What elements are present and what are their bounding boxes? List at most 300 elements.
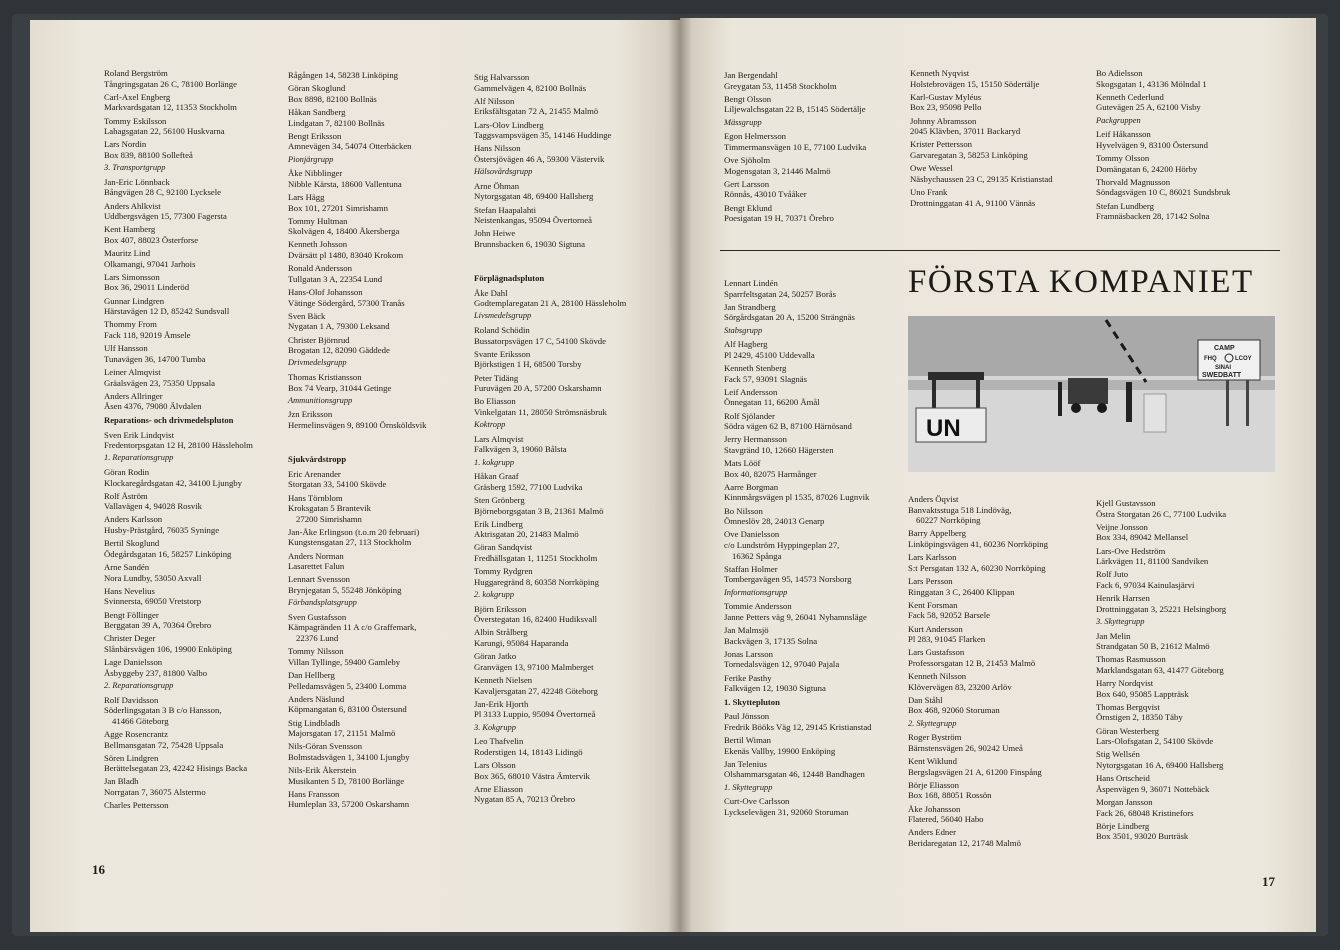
person-name: Krister Pettersson <box>910 139 973 150</box>
address-line: Box 365, 68010 Västra Ämtervik <box>474 770 590 781</box>
address-entry <box>104 491 280 512</box>
person-name: Ove Danielsson <box>724 529 780 540</box>
address-line: Gutevägen 25 A, 62100 Visby <box>1096 102 1201 113</box>
address-line: Ringgatan 3 C, 26400 Klippan <box>908 586 1015 597</box>
address-line: Norrgatan 7, 36075 Alstermo <box>104 787 206 798</box>
person-name: Thorvald Magnusson <box>1096 176 1171 187</box>
person-name: Hans-Olof Johansson <box>288 287 363 298</box>
person-name: Jzn Eriksson <box>288 409 333 420</box>
person-name: Jonas Larsson <box>724 648 773 659</box>
address-entry <box>474 181 662 202</box>
address-line: Vätinge Södergård, 57300 Tranås <box>288 297 405 308</box>
address-entry <box>724 711 906 732</box>
address-entry <box>288 574 468 595</box>
address-line-2: 22376 Lund <box>296 633 339 643</box>
person-name: Agge Rosencrantz <box>104 728 168 739</box>
person-name: Dan Ståhl <box>908 694 943 705</box>
address-entry <box>474 675 662 696</box>
sign-swedbatt: SWEDBATT <box>1202 372 1242 379</box>
person-name: Anders Näslund <box>288 693 345 704</box>
person-name: Jan Malmsjö <box>724 624 769 635</box>
address-line: Godtemplaregatan 21 A, 28100 Hässleholm <box>474 298 627 309</box>
person-name: Stig Lindbladh <box>288 717 340 728</box>
address-entry <box>724 339 906 360</box>
address-entry <box>908 624 1090 645</box>
person-name: Roger Byström <box>908 732 962 743</box>
address-entry <box>104 753 280 774</box>
address-line: Sörgårdsgatan 20 A, 15200 Strängnäs <box>724 312 855 323</box>
address-entry <box>288 239 468 260</box>
address-entry <box>104 633 280 654</box>
person-name: Rolf Åström <box>104 490 148 501</box>
group-label: Packgruppen <box>1096 115 1141 125</box>
address-line: Majorsgatan 17, 21151 Malmö <box>288 728 396 739</box>
person-name: Bo Nilsson <box>724 505 763 516</box>
person-name: Veijne Jonsson <box>1096 521 1148 532</box>
address-entry <box>288 612 468 644</box>
page-number-right: 17 <box>1262 874 1275 889</box>
address-line: Östersjövägen 46 A, 59300 Västervik <box>474 153 605 164</box>
group-label: 1. Skyttegrupp <box>724 782 773 792</box>
address-line: Näsbychaussen 23 C, 29135 Kristianstad <box>910 173 1053 184</box>
address-entry <box>1096 631 1282 652</box>
person-name: Rolf Sjölander <box>724 410 775 421</box>
address-entry <box>1096 129 1286 150</box>
person-name: Ulf Hansson <box>104 343 148 354</box>
address-line: Nora Lundby, 53050 Axvall <box>104 572 202 583</box>
person-name: Börje Eliasson <box>908 779 959 790</box>
address-line: Fack 6, 97034 Kainulasjärvi <box>1096 579 1195 590</box>
person-name: Stefan Lundberg <box>1096 200 1154 211</box>
person-name: Nils-Erik Åkerstein <box>288 765 357 776</box>
address-line: Pl 3133 Luppio, 95094 Övertorneå <box>474 709 596 720</box>
person-name: Gunnar Lindgren <box>104 295 165 306</box>
address-line: Nibble Kärsta, 18600 Vallentuna <box>288 178 402 189</box>
person-name: Arne Öhman <box>474 180 520 191</box>
address-line: Östra Storgatan 26 C, 77100 Ludvika <box>1096 508 1227 519</box>
address-entry <box>474 325 662 346</box>
address-line: Dvärsätt pl 1480, 83040 Krokom <box>288 250 404 261</box>
address-line: Hyvelvägen 9, 83100 Östersund <box>1096 139 1208 150</box>
address-line: 2045 Klävben, 37011 Backaryd <box>910 126 1021 137</box>
person-name: Sten Grönberg <box>474 494 525 505</box>
address-entry <box>104 68 280 89</box>
person-name: Jan-Erik Hjorth <box>474 698 529 709</box>
address-entry <box>724 434 906 455</box>
address-line: Pl 283, 91045 Flarken <box>908 634 986 645</box>
address-line: Åsbyggeby 237, 81800 Valbo <box>104 667 208 678</box>
address-line: Marklandsgatan 63, 41477 Göteborg <box>1096 664 1224 675</box>
person-name: Lennart Svensson <box>288 574 351 585</box>
person-name: Lars-Ove Hedström <box>1096 545 1166 556</box>
address-entry <box>908 494 1090 526</box>
address-entry <box>908 804 1090 825</box>
address-line: Aktrisgatan 20, 21483 Malmö <box>474 529 579 540</box>
address-entry <box>474 566 662 587</box>
un-camp-photo <box>908 316 1275 472</box>
person-name: Mats Lööf <box>724 458 761 469</box>
address-entry <box>908 576 1090 597</box>
person-name: Kjell Gustavsson <box>1096 498 1156 508</box>
group-label: Pionjärgrupp <box>288 154 334 164</box>
person-name: Owe Wessel <box>910 163 953 174</box>
address-line: c/o Lundström Hyppingeplan 27, <box>724 540 840 550</box>
address-line: Neistenkangas, 95094 Övertorneå <box>474 215 592 226</box>
group-label: 3. Skyttegrupp <box>1096 616 1145 626</box>
address-entry <box>474 349 662 370</box>
person-name: Alf Hagberg <box>724 339 768 350</box>
address-entry <box>908 732 1090 753</box>
person-name: Bengt Eriksson <box>288 130 342 141</box>
address-entry <box>724 278 906 299</box>
person-name: Björn Eriksson <box>474 603 527 614</box>
person-name: Lars Simonsson <box>104 271 160 282</box>
address-line: Liljewalchsgatan 22 B, 15145 Södertälje <box>724 104 866 115</box>
person-name: Lage Danielsson <box>104 657 163 668</box>
address-entry <box>1096 726 1282 747</box>
address-entry <box>724 506 906 527</box>
person-name: Thomas Bergqvist <box>1096 701 1160 712</box>
address-entry <box>724 131 906 152</box>
address-entry <box>908 600 1090 621</box>
address-entry <box>104 562 280 583</box>
address-line: Box 101, 27201 Simrishamn <box>288 202 388 213</box>
address-entry <box>288 107 468 128</box>
person-name: Leo Thafvelin <box>474 736 524 747</box>
person-name: Tommy Rydgren <box>474 566 533 577</box>
address-entry <box>908 647 1090 668</box>
address-entry <box>910 92 1092 113</box>
person-name: Tommy Hultman <box>288 215 348 226</box>
person-name: Leif Håkansson <box>1096 129 1151 140</box>
address-line: Kavaljersgatan 27, 42248 Göteborg <box>474 685 598 696</box>
address-entry <box>104 177 280 198</box>
person-name: Bo Eliasson <box>474 396 516 407</box>
person-name: Bengt Eklund <box>724 202 773 213</box>
address-line: Ödegårdsgatan 16, 58257 Linköping <box>104 548 232 559</box>
address-entry <box>724 302 906 323</box>
address-line: Kungstensgatan 27, 113 Stockholm <box>288 537 412 548</box>
person-name: Lennart Lindén <box>724 278 778 288</box>
person-name: Uno Frank <box>910 186 948 197</box>
address-line: Lindgatan 7, 82100 Bollnäs <box>288 117 385 128</box>
address-entry <box>474 760 662 781</box>
address-line: Rönnås, 43010 Tvååker <box>724 189 807 200</box>
address-line: Södra vägen 62 B, 87100 Härnösand <box>724 421 852 432</box>
address-line: Olshammarsgatan 46, 12448 Bandhagen <box>724 769 865 780</box>
person-name: Lars Nordin <box>104 139 147 150</box>
address-line: Flatered, 56040 Habo <box>908 814 984 825</box>
address-line: Fack 26, 68048 Kristinefors <box>1096 807 1194 818</box>
address-line: Holstebrovägen 15, 15150 Södertälje <box>910 78 1040 89</box>
address-entry <box>908 756 1090 777</box>
address-line: Framnäsbacken 28, 17142 Solna <box>1096 211 1210 222</box>
address-line: Falkvägen 3, 19060 Bålsta <box>474 444 567 455</box>
address-line: Vinkelgatan 11, 28050 Strömsnäsbruk <box>474 406 607 417</box>
book-spread <box>12 14 1328 936</box>
address-line: Brunnsbacken 6, 19030 Sigtuna <box>474 238 585 249</box>
address-entry <box>724 564 906 585</box>
address-line: Fredhällsgatan 1, 11251 Stockholm <box>474 553 598 564</box>
section-heading: Reparations- och drivmedelspluton <box>104 414 234 425</box>
address-line: Musikanten 5 D, 78100 Borlänge <box>288 775 405 786</box>
photo-illustration <box>908 316 1275 472</box>
address-line: Box 334, 89042 Mellansel <box>1096 532 1189 543</box>
address-entry <box>1096 177 1286 198</box>
address-line: Drottninggatan 3, 25221 Helsingborg <box>1096 603 1227 614</box>
address-entry <box>908 780 1090 801</box>
address-line: Amnevägen 34, 54074 Otterbäcken <box>288 141 412 152</box>
person-name: Rolf Davidsson <box>104 694 159 705</box>
address-line: Banvaktsstuga 518 Lindöväg, <box>908 504 1012 515</box>
group-label: Ammunitionsgrupp <box>288 395 353 405</box>
address-line: Humleplan 33, 57200 Oskarshamn <box>288 799 410 810</box>
person-name: Leiner Almqvist <box>104 366 161 377</box>
address-entry <box>474 471 662 492</box>
address-entry <box>104 657 280 678</box>
address-entry <box>1096 593 1282 614</box>
address-line: Önnegatan 11, 66200 Åmål <box>724 397 820 408</box>
address-line: Tullgatan 3 A, 22354 Lund <box>288 273 383 284</box>
person-name: Tommy Eskilsson <box>104 115 167 126</box>
address-line: Härstavägen 12 D, 85242 Sundsvall <box>104 306 230 317</box>
address-entry <box>288 335 468 356</box>
address-entry <box>288 527 468 548</box>
address-entry <box>1096 654 1282 675</box>
address-entry <box>1096 821 1282 842</box>
address-entry <box>1096 153 1286 174</box>
address-entry <box>288 70 468 81</box>
address-line: Backvägen 3, 17135 Solna <box>724 635 818 646</box>
address-entry <box>724 673 906 694</box>
address-line: Fredentorpsgatan 12 H, 28100 Hässleholm <box>104 440 253 451</box>
person-name: Bo Adielsson <box>1096 68 1143 78</box>
address-line: S:t Persgatan 132 A, 60230 Norrköping <box>908 562 1046 573</box>
address-line-2: 60227 Norrköping <box>916 515 981 526</box>
address-entry <box>724 203 906 224</box>
group-label: Informationsgrupp <box>724 587 788 597</box>
section-divider <box>720 250 1280 251</box>
address-line: Gräalsvägen 23, 75350 Uppsala <box>104 377 215 388</box>
address-line: Överstegatan 16, 82400 Hudiksvall <box>474 614 598 625</box>
address-line: Skolvägen 4, 18400 Åkersberga <box>288 226 400 237</box>
person-name: Ferike Pasthy <box>724 672 772 683</box>
person-name: Charles Pettersson <box>104 800 169 811</box>
person-name: Hans Fransson <box>288 788 340 799</box>
address-entry <box>474 604 662 625</box>
group-label: Mässgrupp <box>724 117 762 127</box>
address-line: Bergslagsvägen 21 A, 61200 Finspång <box>908 766 1042 777</box>
address-entry <box>1096 92 1286 113</box>
address-entry <box>288 287 468 308</box>
address-entry <box>104 514 280 535</box>
sign-camp: CAMP <box>1214 345 1235 352</box>
address-line: Karungi, 95084 Haparanda <box>474 638 569 648</box>
address-line: Klockaregårdsgatan 42, 34100 Ljungby <box>104 477 242 488</box>
person-name: Erik Lindberg <box>474 518 523 529</box>
address-line: Lahagsgatan 22, 56100 Huskvarna <box>104 126 225 137</box>
person-name: Jan Strandberg <box>724 301 776 312</box>
left-page <box>30 20 682 932</box>
group-label: 3. Kokgrupp <box>474 722 516 732</box>
person-name: Bengt Föllinger <box>104 609 159 620</box>
address-entry <box>104 92 280 113</box>
address-line: Åspenvägen 9, 36071 Nottebäck <box>1096 783 1210 794</box>
person-name: Peter Tidäng <box>474 372 519 383</box>
group-label: 1. Reparationsgrupp <box>104 453 174 463</box>
group-label: Förbandsplatsgrupp <box>288 598 357 608</box>
address-line: Linköpingsvägen 41, 60236 Norrköping <box>908 538 1048 549</box>
address-entry <box>474 205 662 226</box>
address-entry <box>474 72 662 93</box>
address-line: Box 36, 29011 Linderöd <box>104 282 190 293</box>
address-line: Ömneslöv 28, 24013 Genarp <box>724 516 825 527</box>
address-entry <box>474 288 662 309</box>
person-name: Kenneth Nielsen <box>474 674 533 685</box>
person-name: John Heiwe <box>474 228 516 239</box>
right-page <box>680 18 1316 932</box>
address-entry <box>288 789 468 810</box>
person-name: Anders Ahlkvist <box>104 200 161 211</box>
address-line: Lars-Olofsgatan 2, 54100 Skövde <box>1096 736 1214 747</box>
address-line: Box 74 Vearp, 31044 Getinge <box>288 382 392 393</box>
person-name: Svante Eriksson <box>474 348 531 359</box>
right-col-mid <box>908 494 1090 851</box>
person-name: Stig Halvarsson <box>474 72 530 82</box>
section-heading: Sjukvårdstropp <box>288 454 347 465</box>
person-name: Lars Hägg <box>288 191 325 202</box>
person-name: Sven Erik Lindqvist <box>104 429 174 440</box>
person-name: Håkan Graaf <box>474 471 519 482</box>
address-line: Vallavägen 4, 94028 Rosvik <box>104 501 202 512</box>
group-label: 2. Reparationsgrupp <box>104 680 174 690</box>
address-line: Söndagsvägen 10 C, 86021 Sundsbruk <box>1096 187 1231 198</box>
person-name: Anders Karlsson <box>104 514 163 525</box>
person-name: Börje Lindberg <box>1096 820 1150 831</box>
address-entry <box>910 163 1092 184</box>
address-line: Kinnmårgsvägen pl 1535, 87026 Lugnvik <box>724 492 870 503</box>
address-entry <box>288 131 468 152</box>
person-name: Arne Sandén <box>104 562 150 573</box>
address-line: Lärkvägen 11, 81100 Sandviken <box>1096 556 1209 567</box>
person-name: Kenneth Nyqvist <box>910 68 970 78</box>
person-name: Göran Rodin <box>104 466 150 477</box>
person-name: Göran Sandqvist <box>474 542 533 553</box>
address-line: Markvardsgatan 12, 11353 Stockholm <box>104 102 237 113</box>
address-entry <box>1096 678 1282 699</box>
person-name: Curt-Ove Carlsson <box>724 796 790 807</box>
person-name: Tommie Andersson <box>724 601 792 612</box>
address-entry <box>104 695 280 727</box>
person-name: Stefan Haapalahti <box>474 204 536 215</box>
un-letters: UN <box>926 415 961 442</box>
person-name: Anders Öqvist <box>908 494 959 504</box>
address-line: Brynjegatan 5, 55248 Jönköping <box>288 585 402 596</box>
address-entry <box>1096 749 1282 770</box>
address-entry <box>104 776 280 797</box>
person-name: Mauritz Lind <box>104 248 151 259</box>
person-name: Kenneth Stenberg <box>724 362 787 373</box>
person-name: Ronald Andersson <box>288 263 352 274</box>
address-line: Kämpagränden 11 A c/o Graffemark, <box>288 622 417 633</box>
person-name: Kent Hamberg <box>104 224 156 235</box>
person-name: Eric Arenander <box>288 468 341 479</box>
address-entry <box>288 694 468 715</box>
right-col-right <box>1096 498 1282 845</box>
address-line: Bolmstadsvägen 1, 34100 Ljungby <box>288 751 410 762</box>
address-line: Box 168, 88051 Rossön <box>908 790 992 801</box>
address-line: Huggaregränd 8, 60358 Norrköping <box>474 576 599 587</box>
address-entry <box>474 519 662 540</box>
person-name: Christer Deger <box>104 633 156 644</box>
section-heading: 1. Skyttepluton <box>724 696 780 707</box>
person-name: Aarre Borgman <box>724 481 779 492</box>
address-entry <box>288 551 468 572</box>
address-entry <box>724 458 906 479</box>
address-entry <box>288 216 468 237</box>
person-name: Ove Sjöholm <box>724 154 771 165</box>
address-line: Greygatan 53, 11458 Stockholm <box>724 80 837 91</box>
address-line-2: 16362 Spånga <box>732 550 782 561</box>
person-name: Jan Bladh <box>104 776 139 787</box>
person-name: Egon Helmersson <box>724 131 787 142</box>
address-entry <box>1096 797 1282 818</box>
person-name: Bertil Skoglund <box>104 538 160 549</box>
address-line: Berggatan 39 A, 70364 Örebro <box>104 620 212 631</box>
address-line: Hermelinsvägen 9, 89100 Örnsköldsvik <box>288 419 427 430</box>
left-col-3 <box>474 72 662 807</box>
group-label: 3. Transportgrupp <box>104 163 166 173</box>
address-line-2: 41466 Göteborg <box>112 715 169 726</box>
person-name: Kent Forsman <box>908 599 958 610</box>
address-line: Box 640, 95085 Lappträsk <box>1096 688 1189 699</box>
person-name: Göran Jatko <box>474 651 517 662</box>
person-name: Jan Melin <box>1096 630 1131 641</box>
person-name: Bengt Olsson <box>724 93 772 104</box>
person-name: Alf Nilsson <box>474 95 515 106</box>
address-entry <box>1096 68 1286 89</box>
address-entry <box>104 116 280 137</box>
section-title: FÖRSTA KOMPANIET <box>908 264 1254 300</box>
address-line: Beridaregatan 12, 21748 Malmö <box>908 837 1021 848</box>
address-entry <box>288 493 468 525</box>
address-line: Nygatan 1 A, 79300 Leksand <box>288 321 390 332</box>
person-name: Tommy Olsson <box>1096 152 1150 163</box>
address-line-2: 27200 Simrishamn <box>296 513 362 524</box>
spacer <box>474 252 662 270</box>
person-name: Lars Olsson <box>474 759 516 770</box>
person-name: Kenneth Cederlund <box>1096 91 1164 102</box>
address-entry <box>724 796 906 817</box>
address-line: Timmermansvägen 10 E, 77100 Ludvika <box>724 141 867 152</box>
right-top-col-2 <box>910 68 1092 211</box>
address-entry <box>908 552 1090 573</box>
person-name: Jan Bergendahl <box>724 70 778 80</box>
address-entry <box>104 139 280 160</box>
address-entry <box>104 729 280 750</box>
address-line: Köpmangatan 6, 83100 Östersund <box>288 704 407 715</box>
address-entry <box>724 735 906 756</box>
address-line: Olkamangi, 97041 Jarhois <box>104 258 196 269</box>
person-name: Anders Allringer <box>104 390 163 401</box>
address-line: Bussatorpsvägen 17 C, 54100 Skövde <box>474 335 606 346</box>
address-line: Bärnstensvägen 26, 90242 Umeå <box>908 742 1023 753</box>
address-entry <box>474 651 662 672</box>
address-entry <box>474 228 662 249</box>
right-top-col-1 <box>724 70 906 226</box>
address-line: Mogensgatan 3, 21446 Malmö <box>724 165 831 176</box>
person-name: Johnny Abramsson <box>910 115 977 126</box>
